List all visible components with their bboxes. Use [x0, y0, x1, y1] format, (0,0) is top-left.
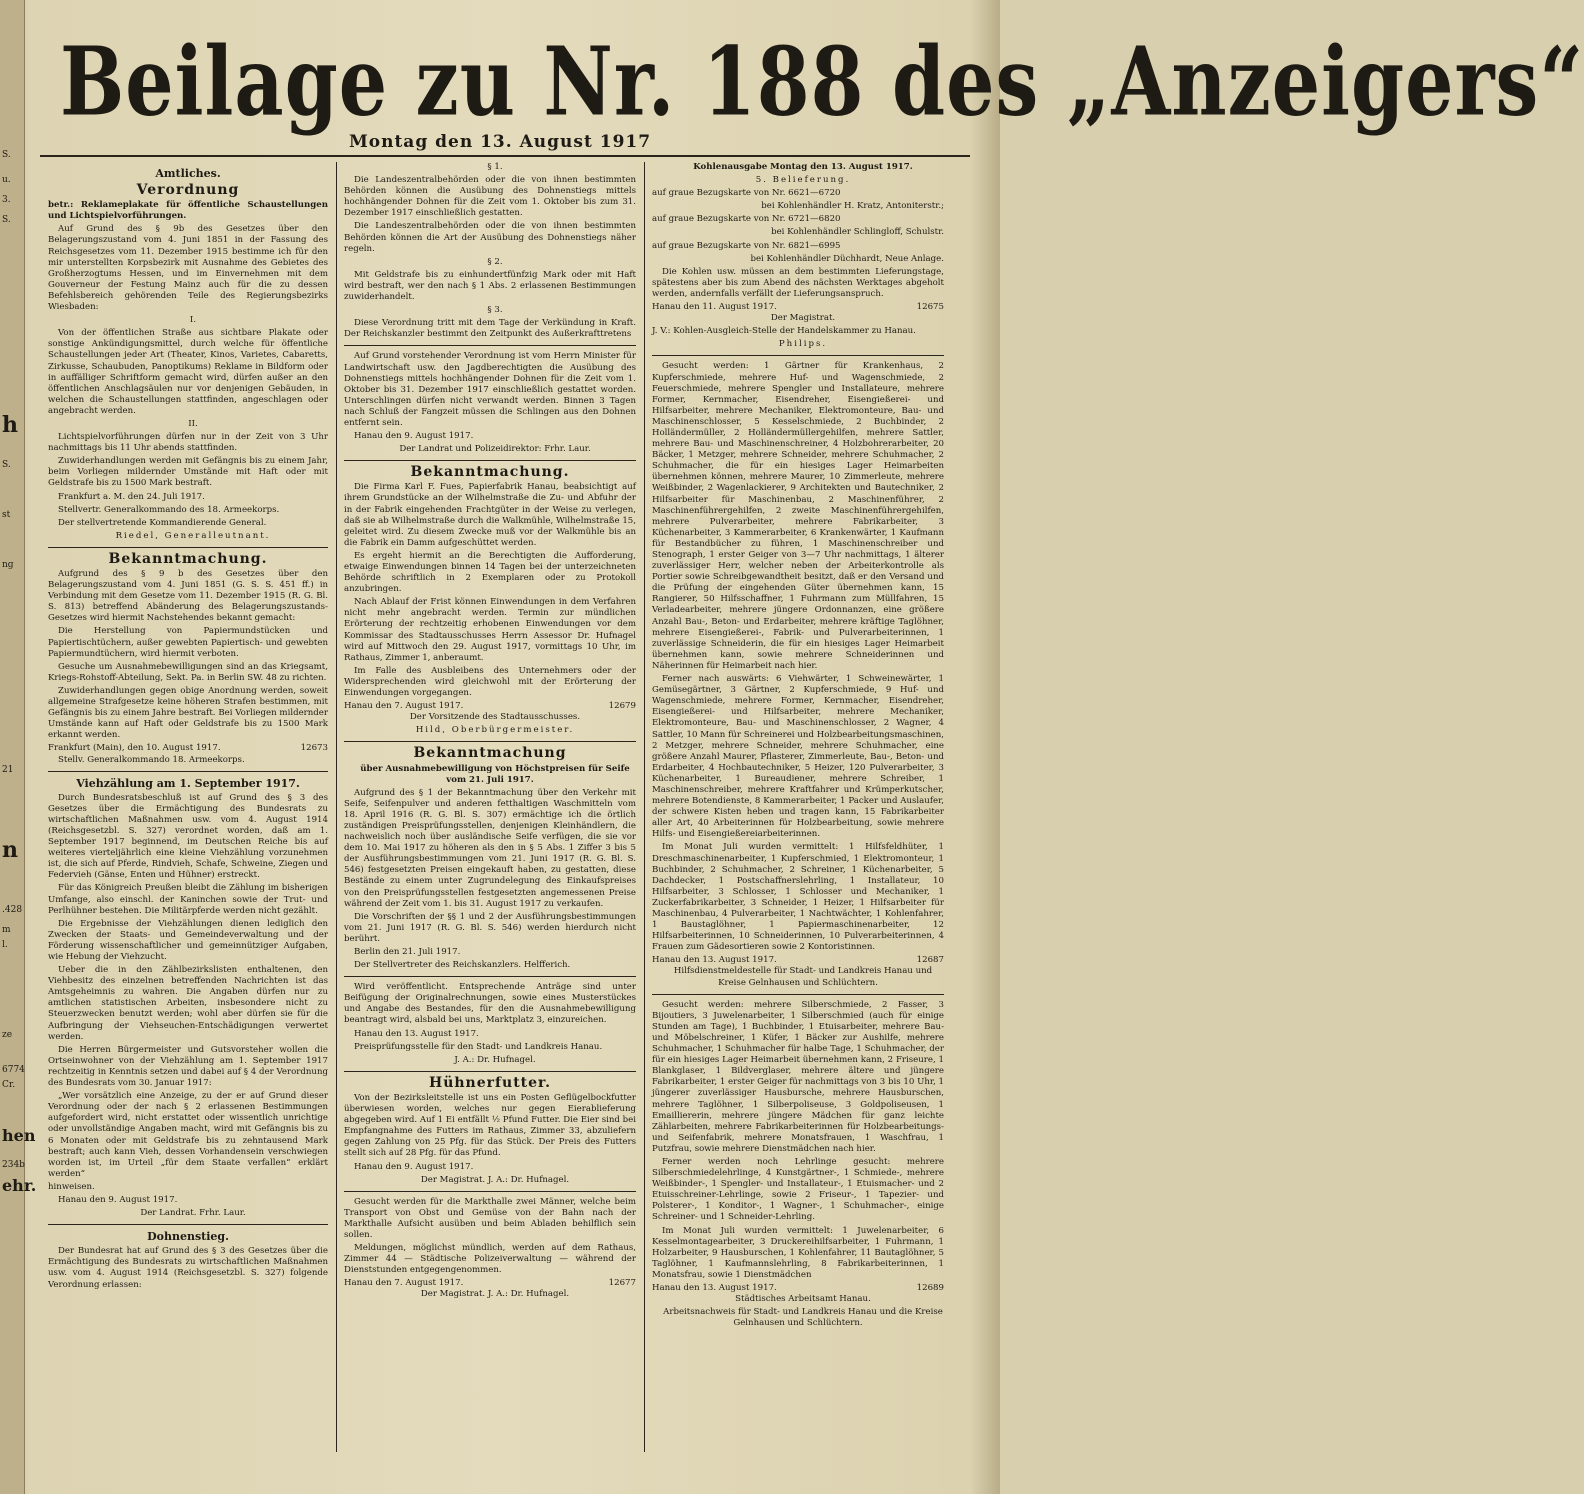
strip-text: st [2, 510, 11, 520]
signature: Hilfsdienstmeldestelle für Stadt- und Landkreis Hanau und Kreise Gelnhausen und Schlüchtern. [673, 966, 933, 988]
signature: Hild, Oberbürgermeister. [415, 725, 575, 736]
separator [48, 1224, 328, 1225]
paragraph: Aufgrund des § 1 der Bekanntmachung über den Verkehr mit Seife, Seifenpulver und anderen fetthaltigen Waschmitteln vom 18. April 1916 (R. G. Bl. S. 307) ermächtige ich die örtlich zuständigen Preisprüfungsstellen, denjenigen Kleinhändlern, die nachweislich noch über ausländische Seife verfügen, die sie vor dem 10. Mai 1917 zu höheren als den in § 5 Abs. 1 Ziffer 3 bis 5 der Ausführungsbestimmungen vom 21. Juni 1917 (R. G. Bl. S. 546) festgesetzten Preisen eingekauft haben, zu gestatten, diese Bestände zu einem unter Zugrundelegung des Einkaufspreises von den Preisprüfungsstellen festgesetzten angemessenen Preise während der Zeit vom 1. bis 31. August 1917 zu verkaufen. [344, 787, 636, 909]
separator [48, 547, 328, 548]
paragraph: Im Monat Juli wurden vermittelt: 1 Hilfsfeldhüter, 1 Dreschmaschinenarbeiter, 1 Kupferschmied, 1 Elektromonteur, 1 Buchbinder, 2 Schuhmacher, 2 Schreiner, 1 Küchenarbeiter, 5 Dachdecker, 1 Postschaffnerslehrling, 1 Installateur, 10 Hilfsarbeiter, 3 Schlosser, 1 Schlosser und Mechaniker, 1 Zuckerfabrikarbeiter, 3 Schneider, 1 Heizer, 1 Hilfsarbeiter für Maschinenbau, 4 Pulverarbeiter, 1 Nachtwächter, 1 Kohlenfahrer, 1 Baustaglöhner, 1 Papiermaschinenarbeiter, 12 Hilfsarbeiterinnen, 10 Schneiderinnen, 10 Pulverarbeiterinnen, 4 Frauen zum Gädesortieren sowie 2 Kontoristinnen. [652, 842, 944, 953]
signature: Stellvertr. Generalkommando des 18. Armeekorps. [58, 504, 280, 515]
notice-number: 12679 [608, 701, 636, 712]
signature: Riedel, Generalleutnant. [115, 530, 271, 541]
strip-text: ng [2, 560, 14, 570]
strip-text: S. [2, 215, 11, 225]
place-date-row [344, 1278, 636, 1289]
paragraph: Die Landeszentralbehörden oder die von ihnen bestimmten Behörden können die Ausübung des Dohnenstiegs mittels hochhängender Dohnen für die Zeit vom 1. Oktober bis zum 31. Dezember 1917 einschließlich gestatten. [344, 175, 636, 219]
paragraph: Der Bundesrat hat auf Grund des § 3 des Gesetzes über die Ermächtigung des Bundesrats zu wirtschaftlichen Maßnahmen usw. vom 4. August 1914 (Reichsgesetzbl. S. 327) folgende Verordnung erlassen: [48, 1246, 328, 1290]
place-date: Hanau den 13. August 1917. [354, 1028, 479, 1039]
article-title: Viehzählung am 1. September 1917. [76, 776, 300, 790]
section-number: § 3. [487, 305, 503, 316]
article-title: Dohnenstieg. [147, 1230, 229, 1244]
place-date: Hanau den 9. August 1917. [354, 1161, 474, 1172]
paragraph: Die Kohlen usw. müssen an dem bestimmten Lieferungstage, spätestens aber bis zum Abend des nächsten Werktages abgeholt werden, andernfalls verfällt der Lieferungsanspruch. [652, 266, 944, 299]
paragraph: Mit Geldstrafe bis zu einhundertfünfzig Mark oder mit Haft wird bestraft, wer den nach § 1 Abs. 2 erlassenen Bestimmungen zuwiderhandelt. [344, 269, 636, 303]
section-number: § 2. [487, 256, 503, 267]
paragraph: Für das Königreich Preußen bleibt die Zählung im bisherigen Umfange, also einschl. der Kaninchen sowie der Trut- und Perlhühner bestehen. Die Militärpferde werden nicht gezählt. [48, 883, 328, 916]
paragraph: hinweisen. [48, 1181, 95, 1192]
place-date: Hanau den 9. August 1917. [354, 431, 474, 442]
signature: Der Magistrat. J. A.: Dr. Hufnagel. [420, 1174, 570, 1185]
article-subject: betr.: Reklameplakate für öffentliche Schaustellungen und Lichtspielvorführungen. [48, 200, 328, 222]
article-subject: 5. Belieferung. [755, 175, 851, 186]
list-line: auf graue Bezugskarte von Nr. 6821—6995 [652, 240, 841, 251]
separator [344, 1071, 636, 1072]
paragraph: Die Firma Karl F. Fues, Papierfabrik Hanau, beabsichtigt auf ihrem Grundstücke an der Wilhelmstraße die Zu- und Abfuhr der in der Fabrik eingehenden Frachtgüter in der Weise zu verlegen, daß sie ab Wilhelmstraße durch die Walkmühle, Wilhelmstraße 15, geleitet wird. Zu diesem Zwecke muß vor der Walkmühle bis an die Fabrik ein Damm aufgeschüttet werden. [344, 482, 636, 548]
place-date: Hanau den 7. August 1917. [344, 1278, 464, 1289]
signature: Der stellvertretende Kommandierende General. [58, 517, 267, 528]
notice-number: 12689 [916, 1283, 944, 1293]
list-line: bei Kohlenhändler Düchhardt, Neue Anlage. [750, 253, 944, 264]
strip-text: .428 [2, 905, 23, 915]
strip-text: S. [2, 150, 11, 160]
section-number: I. [189, 315, 197, 326]
paragraph: Gesucht werden: 1 Gärtner für Krankenhaus, 2 Kupferschmiede, mehrere Huf- und Wagenschmiede, 2 Feuerschmiede, mehrere Spengler und Installateure, mehrere Former, Kernmacher, Eisendreher, Eisengießerei- und Hilfsarbeiter, mehrere Mechaniker, Elektromonteure, Bau- und Maschinenschlosser, 5 Kesselschmiede, 2 Buchbinder, 2 Holländermüller, 2 Holländermüllergehilfen, mehrere Sattler, mehrere Bau- und Maschinenschreiner, 4 Holzbohrerarbeiter, 20 Bäcker, 1 Metzger, mehrere Schneider, mehrere Schuhmacher, 2 Schuhmacher, die für ein hiesiges Lager Heimarbeiten übernehmen können, mehrere Maurer, 10 Zimmerleute, mehrere Weißbinder, 2 Wagenlackierer, 9 Architekten und Bautechniker, 2 Hilfsarbeiter für Maschinenbau, 2 Maschinenführer, 2 Maschinenführergehilfen, 2 zweite Maschinenführergehilfen, mehrere Pulverarbeiter, mehrere Fabrikarbeiter, 3 Küchenarbeiter, 3 Kammerarbeiter, 6 Krankenwärter, 1 Kaufmann für Bestandbücher zu führen, 1 Maschinenschreiber und Stenograph, 1 erster Geiger von 3—7 Uhr nachmittags, 1 älterer zuverlässiger Herr, welcher neben der Arbeiterkontrolle als Portier sowie Schreibgewandtheit besitzt, daß er den Versand und die Prüfung der eingehenden Güter übernehmen kann, 15 Rangierer, 50 Hilfsschaffner, 1 Fuhrmann zum Müllfahren, 15 Verladearbeiter, mehrere jüngere Ordonnanzen, eine größere Anzahl Bau-, Beton- und Erdarbeiter, mehrere kräftige Taglöhner, mehrere Eisengießerei-, Fabrik- und Pulverarbeiterinnen, 1 zuverlässige Schneiderin, die für ein hiesiges Lager Heimarbeit übernehmen kann, sowie mehrere Schneiderinnen und Näherinnen für Heimarbeit nach hier. [652, 361, 944, 671]
paragraph: Nach Ablauf der Frist können Einwendungen in dem Verfahren nicht mehr angebracht werden. Termin zur mündlichen Erörterung der rechtzeitig erhobenen Einwendungen vor dem Kommissar des Stadtausschusses Herrn Assessor Dr. Hufnagel wird auf Mittwoch den 29. August 1917, vormittags 10 Uhr, im Rathaus, Zimmer 1, anberaumt. [344, 597, 636, 663]
article-title: Bekanntmachung [413, 745, 567, 762]
article-subject: über Ausnahmebewilligung von Höchstpreisen für Seife vom 21. Juli 1917. [360, 763, 630, 785]
paragraph: Im Monat Juli wurden vermittelt: 1 Juwelenarbeiter, 6 Kesselmontagearbeiter, 3 Druckereihilfsarbeiter, 1 Fuhrmann, 1 Holzarbeiter, 9 Hausburschen, 1 Kohlenfahrer, 11 Bautaglöhner, 5 Taglöhner, 1 Kaufmannslehrling, 8 Fabrikarbeiterinnen, 1 Monatsfrau, sowie 1 Dienstmädchen [652, 1225, 944, 1280]
place-date: Frankfurt (Main), den 10. August 1917. [48, 743, 221, 754]
paragraph: Die Ergebnisse der Viehzählungen dienen lediglich den Zwecken der Staats- und Gemeindeverwaltung und der Förderung wissenschaftlicher und gemeinnütziger Aufgaben, wie Hebung der Viehzucht. [48, 918, 328, 962]
strip-text: hen [2, 1126, 36, 1145]
separator [344, 1191, 636, 1192]
list-line: auf graue Bezugskarte von Nr. 6621—6720 [652, 188, 841, 199]
strip-text: 6774 [2, 1065, 25, 1075]
strip-text: S. [2, 460, 11, 470]
paragraph: Auf Grund des § 9b des Gesetzes über den Belagerungszustand vom 4. Juni 1851 in der Fassung des Reichsgesetzes vom 11. Dezember 1915 bestimme ich für den mir unterstellten Korpsbezirk mit Ausnahme des Gebietes des Großherzogtums Hessen, und im Einvernehmen mit dem Gouverneur der Festung Mainz auch für die zu dessen Befehlsbereich gehörenden Teile des Regierungsbezirks Wiesbaden: [48, 224, 328, 313]
paragraph: Ferner werden noch Lehrlinge gesucht: mehrere Silberschmiedelehrlinge, 4 Kunstgärtner-, 1 Schmiede-, mehrere Weißbinder-, 1 Spengler- und Installateur-, 1 Etuismacher- und 2 Etuisschreiner-Lehrlinge, sowie 2 Friseur-, 1 Tapezier- und Polsterer-, 1 Konditor-, 1 Wagner-, 1 Schuhmacher-, einige Schreiner- und 1 Schneider-Lehrling. [652, 1156, 944, 1223]
masthead-title: Beilage zu Nr. 188 des „Anzeigers“ [60, 25, 1584, 137]
paragraph: Ueber die in den Zählbezirkslisten enthaltenen, den Viehbesitz des einzelnen betreffenden Nachrichten ist das Amtsgeheimnis zu wahren. Die Angaben dürfen nur zu amtlichen statistischen Arbeiten, insbesondere nicht zu Steuerzwecken benutzt werden; wohl aber dürfen sie für die Aufbringung der Viehseuchen-Entschädigungen verwertet werden. [48, 965, 328, 1042]
place-date: Hanau den 11. August 1917. [652, 302, 777, 313]
signature: Arbeitsnachweis für Stadt- und Landkreis Hanau und die Kreise Gelnhausen und Schlüchtern. [663, 1307, 943, 1329]
place-date-row [652, 955, 944, 966]
notice-number: 12677 [608, 1278, 636, 1289]
strip-text: ze [2, 1030, 13, 1040]
separator [48, 771, 328, 772]
paragraph: Die Landeszentralbehörden oder die von ihnen bestimmten Behörden können die Art der Ausübung des Dohnenstiegs näher regeln. [344, 221, 636, 254]
notice-number: 12673 [300, 743, 328, 754]
article-title: Bekanntmachung. [108, 550, 268, 567]
paragraph: „Wer vorsätzlich eine Anzeige, zu der er auf Grund dieser Verordnung oder der nach § 2 erlassenen Bestimmungen aufgefordert wird, nicht erstattet oder wissentlich unrichtige oder unvollständige Angaben macht, wird mit Gefängnis bis zu 6 Monaten oder mit Geldstrafe bis zu zehntausend Mark bestraft; auch kann Vieh, dessen Vorhandensein verschwiegen worden ist, im Urteil „für dem Staate verfallen“ erklärt werden“ [48, 1091, 328, 1179]
place-date: Hanau den 13. August 1917. [652, 955, 777, 966]
masthead-date: Montag den 13. August 1917 [348, 132, 652, 152]
signature: Der Landrat. Frhr. Laur. [140, 1208, 246, 1219]
place-date-row [48, 743, 328, 754]
column-rule [336, 162, 337, 1452]
place-date: Frankfurt a. M. den 24. Juli 1917. [58, 491, 205, 502]
column-rule [644, 162, 645, 1452]
place-date: Hanau den 7. August 1917. [344, 701, 464, 712]
adjacent-page-strip [0, 0, 37, 1494]
strip-text: u. [2, 175, 11, 185]
paragraph: Im Falle des Ausbleibens des Unternehmers oder der Widersprechenden wird gleichwohl mit der Erörterung der Einwendungen vorgegangen. [344, 665, 636, 699]
paragraph: Gesucht werden: mehrere Silberschmiede, 2 Fasser, 3 Bijoutiers, 3 Juwelenarbeiter, 1 Silberschmied (auch für einige Stunden am Tage), 1 Buchbinder, 1 Etuisarbeiter, mehrere Bau- und Möbelschreiner, 1 Küfer, 1 Bäcker zur Aushilfe, mehrere Schuhmacher, 1 Schuhmacher für halbe Tage, 1 Schuhmacher, der für ein hiesiges Lager Heimarbeit übernehmen kann, 2 Friseure, 1 Blankglaser, 1 Bildverglaser, mehrere ältere und jüngere Fabrikarbeiter, 1 erster Geiger für nachmittags von 3 bis 10 Uhr, 1 jüngerer zuverlässiger Hausbursche, mehrere Hausburschen, mehrere Taglöhner, 1 Silberpoliseuse, 3 Goldpoliseusen, 1 Emailliererin, mehrere jüngere Mädchen für ganz leichte Zählarbeiten, mehrere Fabrikarbeiterinnen für Holzbearbeitungs- und Seifenfabrik, mehrere Monatsfrauen, 1 Waschfrau, 1 Putzfrau, sowie mehrere Dienstmädchen nach hier. [652, 999, 944, 1154]
paragraph: Die Herren Bürgermeister und Gutsvorsteher wollen die Ortseinwohner von der Viehzählung am 1. September 1917 rechtzeitig in Kenntnis setzen und dabei auf § 4 der Verordnung des Bundesrats vom 30. Januar 1917: [48, 1044, 328, 1089]
signature: Preisprüfungsstelle für den Stadt- und Landkreis Hanau. [354, 1041, 603, 1052]
paragraph: Die Vorschriften der §§ 1 und 2 der Ausführungsbestimmungen vom 21. Juni 1917 (R. G. Bl. S. 546) werden hierdurch nicht berührt. [344, 911, 636, 944]
strip-text: 3. [2, 195, 11, 205]
notice-number: 12687 [916, 955, 944, 966]
signature: J. A.: Dr. Hufnagel. [454, 1054, 536, 1065]
separator [652, 994, 944, 995]
list-line: bei Kohlenhändler Schlingloff, Schulstr. [771, 227, 944, 238]
separator [344, 345, 636, 346]
signature: J. V.: Kohlen-Ausgleich-Stelle der Handelskammer zu Hanau. [652, 326, 916, 337]
strip-text: 234b [2, 1160, 25, 1170]
masthead-rule [40, 155, 970, 157]
section-number: II. [188, 418, 198, 429]
place-date-row [652, 1283, 944, 1294]
signature: Der Magistrat. [770, 313, 836, 324]
paragraph: Durch Bundesratsbeschluß ist auf Grund des § 3 des Gesetzes über die Ermächtigung des Bundesrats zu wirtschaftlichen Maßnahmen usw. vom 4. August 1914 (Reichsgesetzbl. S. 327) verordnet worden, daß am 1. September 1917 beginnend, im Deutschen Reiche bis auf weiteres vierteljährlich eine kleine Viehzählung vorzunehmen ist, die sich auf Pferde, Rindvieh, Schafe, Schweine, Ziegen und Federvieh (Gänse, Enten und Hühner) erstreckt. [48, 792, 328, 881]
signature: Städtisches Arbeitsamt Hanau. [735, 1294, 871, 1305]
separator [344, 976, 636, 977]
place-date: Berlin den 21. Juli 1917. [354, 947, 461, 957]
paragraph: Gesucht werden für die Markthalle zwei Männer, welche beim Transport von Obst und Gemüse von der Bahn nach der Markthalle Aufsicht ausüben und beim Abladen behilflich sein sollen. [344, 1196, 636, 1240]
paragraph: Es ergeht hiermit an die Berechtigten die Aufforderung, etwaige Einwendungen binnen 14 Tagen bei der unterzeichneten Behörde schriftlich in 2 Exemplaren oder zu Protokoll anzubringen. [344, 550, 636, 595]
paragraph: Gesuche um Ausnahmebewilligungen sind an das Kriegsamt, Kriegs-Rohstoff-Abteilung, Sekt. Pa. in Berlin SW. 48 zu richten. [48, 661, 328, 683]
signature: Der Magistrat. J. A.: Dr. Hufnagel. [420, 1289, 570, 1300]
paragraph: Aufgrund des § 9 b des Gesetzes über den Belagerungszustand vom 4. Juni 1851 (G. S. S. 451 ff.) in Verbindung mit dem Gesetze vom 11. Dezember 1915 (R. G. Bl. S. 813) betreffend Abänderung des Belagerungszustands-Gesetzes wird hiermit Nachstehendes bekannt gemacht: [48, 569, 328, 624]
strip-text: h [2, 412, 18, 438]
strip-text: ehr. [2, 1176, 37, 1195]
article-title: Hühnerfutter. [428, 1074, 552, 1091]
signature: Der Landrat und Polizeidirektor: Frhr. Laur. [399, 444, 591, 455]
article-title: Verordnung [136, 182, 240, 199]
paragraph: Zuwiderhandlungen werden mit Gefängnis bis zu einem Jahr, beim Vorliegen mildernder Umstände mit Haft oder mit Geldstrafe bis zu 1500 Mark bestraft. [48, 456, 328, 489]
signature: Stellv. Generalkommando 18. Armeekorps. [58, 754, 245, 765]
separator [652, 355, 944, 356]
paragraph: Wird veröffentlicht. Entsprechende Anträge sind unter Beifügung der Originalrechnungen, sowie eines Musterstückes und Angabe des Bestandes, für den die Ausnahmebewilligung beantragt wird, alsbald bei uns, Marktplatz 3, einzureichen. [344, 982, 636, 1026]
signature: Der Vorsitzende des Stadtausschusses. [409, 712, 581, 723]
list-line: auf graue Bezugskarte von Nr. 6721—6820 [652, 214, 841, 225]
paragraph: Meldungen, möglichst mündlich, werden auf dem Rathaus, Zimmer 44 — Städtische Polizeiverwaltung — während der Dienststunden entgegengenommen. [344, 1243, 636, 1276]
column-1 [48, 162, 328, 1293]
place-date: Hanau den 13. August 1917. [652, 1283, 777, 1293]
separator [344, 741, 636, 742]
strip-text: l. [2, 940, 8, 950]
column-3 [652, 162, 944, 1331]
place-date-row [344, 701, 636, 712]
paragraph: Von der öffentlichen Straße aus sichtbare Plakate oder sonstige Ankündigungsmittel, durch welche für öffentliche Schaustellungen jeder Art (Theater, Kinos, Varietes, Cabaretts, Zirkusse, Schaubuden, Panoptikums) Reklame in Bildform oder in auffälliger Schriftform gemacht wird, dürfen außer an den öffentlichen Anschlagsäulen nur vor denjenigen Gebäuden, in welchen die Schaustellungen stattfinden, angeschlagen oder angebracht werden. [48, 328, 328, 416]
paragraph: Von der Bezirksleitstelle ist uns ein Posten Geflügelbockfutter überwiesen worden, welches nur gegen Eierablieferung abgegeben wird. Auf 1 Ei entfällt ½ Pfund Futter. Die Eier sind bei Empfangnahme des Futters im Rathaus, Zimmer 33, abzuliefern gegen Zahlung von 25 Pfg. für das Stück. Der Preis des Futters stellt sich auf 28 Pfg. für das Pfund. [344, 1092, 636, 1159]
article-title: Kohlenausgabe Montag den 13. August 1917. [693, 162, 913, 172]
strip-text: m [2, 925, 11, 935]
paragraph: Die Herstellung von Papiermundstücken und Papiertischtüchern, außer gewebten Papiertisch- und gewebten Papiermundtüchern, wird hiermit verboten. [48, 626, 328, 659]
list-line: bei Kohlenhändler H. Kratz, Antoniterstr.; [761, 201, 944, 212]
strip-text: n [2, 837, 18, 863]
strip-text: Cr. [2, 1080, 16, 1090]
paragraph: Lichtspielvorführungen dürfen nur in der Zeit von 3 Uhr nachmittags bis 11 Uhr abends stattfinden. [48, 432, 328, 454]
paragraph: Diese Verordnung tritt mit dem Tage der Verkündung in Kraft. Der Reichskanzler bestimmt den Zeitpunkt des Außerkrafttretens [344, 318, 636, 340]
section-heading: Amtliches. [155, 167, 221, 180]
signature: Philips. [778, 339, 828, 350]
place-date-row [652, 302, 944, 313]
column-2 [344, 162, 636, 1303]
signature: Der Stellvertreter des Reichskanzlers. Helfferich. [354, 960, 571, 971]
separator [344, 460, 636, 461]
section-number: § 1. [487, 162, 503, 172]
place-date: Hanau den 9. August 1917. [58, 1194, 178, 1205]
notice-number: 12675 [916, 302, 944, 313]
paragraph: Auf Grund vorstehender Verordnung ist vom Herrn Minister für Landwirtschaft usw. den Jagdberechtigten die Ausübung des Dohnenstiegs mittels hochhängender Dohnen für die Zeit vom 1. Oktober bis 31. Dezember 1917 einschließlich gestattet worden. Unterschlingen dürfen nicht verwandt werden. Binnen 3 Tagen nach Schluß der Fangzeit müssen die Schlingen aus den Dohnen entfernt sein. [344, 351, 636, 428]
article-title: Bekanntmachung. [410, 464, 570, 481]
strip-text: 21 [2, 765, 14, 775]
paragraph: Ferner nach auswärts: 6 Viehwärter, 1 Schweinewärter, 1 Gemüsegärtner, 3 Gärtner, 2 Kupferschmiede, 9 Huf- und Wagenschmiede, mehrere Former, Kernmacher, Eisendreher, Eisengießerei- und Hilfsarbeiter, mehrere Mechaniker, Elektromonteure, Bau- und Maschinenschlosser, 2 Wagner, 4 Sattler, 10 Mann für Schreinerei und Holzbearbeitungsmaschinen, 2 Metzger, mehrere Schneider, mehrere Schuhmacher, eine größere Anzahl Maurer, Pflasterer, Zimmerleute, Bau-, Beton- und Erdarbeiter, 4 Hochbautechniker, 5 Heizer, 120 Pulverarbeiter, 3 Küchenarbeiter, 1 Bureaudiener, mehrere Schreiber, 1 Maschinenschreiber, mehrere Kraftfahrer und Krümperkutscher, mehrere Botendienste, 8 Kammerarbeiter, 1 Packer und Auslaufer, der schwere Kisten heben und tragen kann, 15 Fabrikarbeiter aller Art, 40 Arbeiterinnen für Holzbearbeitung, sowie mehrere Hilfs- und Eisengießereiarbeiterinnen. [652, 674, 944, 840]
paragraph: Zuwiderhandlungen gegen obige Anordnung werden, soweit allgemeine Strafgesetze keine höheren Strafen bestimmen, mit Gefängnis bis zu einem Jahre bestraft. Bei Vorliegen mildernder Umstände kann auf Haft oder Geldstrafe bis zu 1500 Mark erkannt werden. [48, 685, 328, 741]
